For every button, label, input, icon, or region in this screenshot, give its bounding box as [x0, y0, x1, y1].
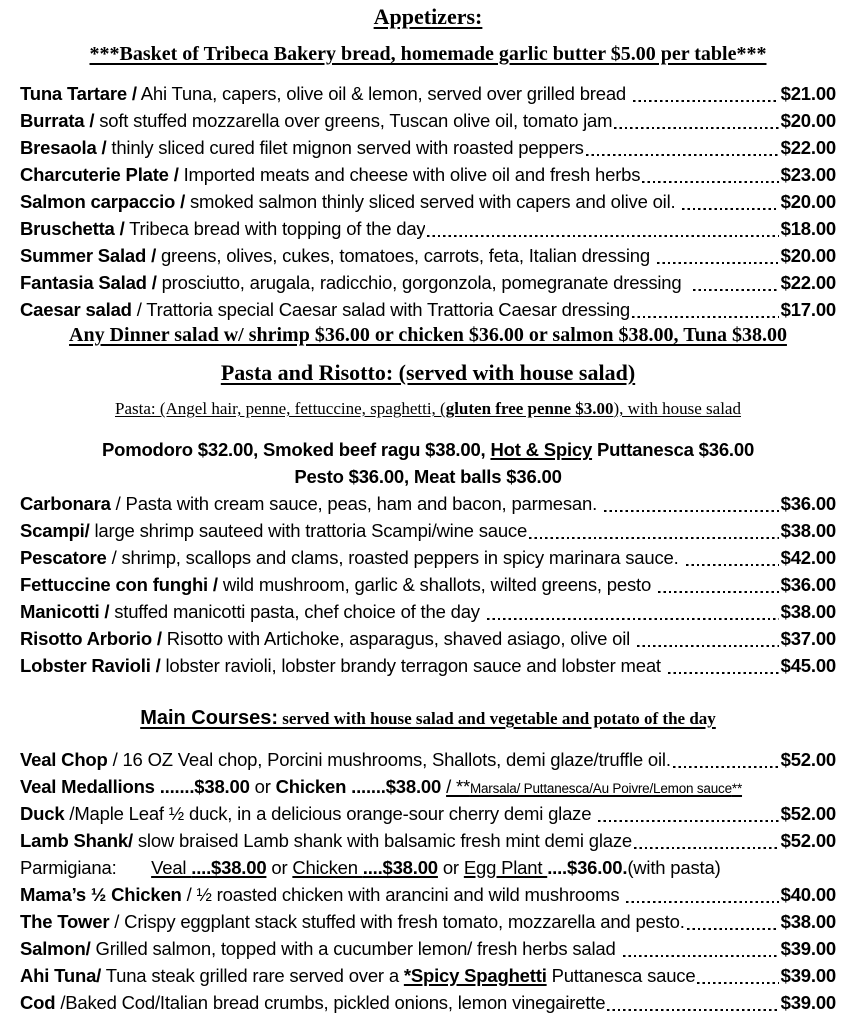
- item-veal-medallions: [20, 773, 836, 800]
- option-price: ....$36.00.: [547, 857, 628, 878]
- dish-description: or: [437, 857, 464, 878]
- dot-leader: [630, 296, 781, 323]
- item-duck: [20, 800, 836, 827]
- specials-text: Puttanesca $36.00: [592, 439, 755, 460]
- item-fettuccine-con-funghi: [20, 571, 836, 598]
- menu-blocks: [20, 4, 836, 1016]
- dot-leader: [685, 908, 781, 935]
- specials-text: Pesto $36.00, Meat balls $36.00: [294, 466, 562, 487]
- line-text: [20, 490, 602, 517]
- dish-price: $22.00: [780, 272, 836, 293]
- dish-name: Mama’s ½ Chicken: [20, 884, 182, 905]
- appetizers-title: [20, 4, 836, 30]
- dish-name: Parmigiana:: [20, 857, 117, 878]
- dish-name: Duck: [20, 803, 65, 824]
- dish-price: $40.00: [780, 884, 836, 905]
- option-price: ....$38.00: [191, 857, 267, 878]
- dish-name: Veal Medallions .......$38.00: [20, 776, 250, 797]
- any-dinner-note: [20, 323, 836, 347]
- dish-description: / ½ roasted chicken with arancini and wild mushrooms: [181, 884, 625, 905]
- dish-price: $17.00: [780, 299, 836, 320]
- note-text: Pasta: (Angel hair, penne, fettuccine, spaghetti, (: [115, 399, 446, 418]
- line-text: [20, 652, 666, 679]
- note-text: ***Basket of Tribeca Bakery bread, homemade garlic butter $5.00 per table***: [89, 43, 767, 65]
- item-charcuterie-plate: [20, 161, 836, 188]
- dish-name: Tuna Tartare /: [20, 83, 137, 104]
- dot-leader: [624, 881, 780, 908]
- dish-price: $20.00: [780, 245, 836, 266]
- item-lobster-ravioli: [20, 652, 836, 679]
- dot-leader: [666, 652, 781, 679]
- dish-price: $52.00: [780, 749, 836, 770]
- dish-name: Chicken .......$38.00: [275, 776, 442, 797]
- item-summer-salad: [20, 242, 836, 269]
- dot-leader: [635, 625, 781, 652]
- item-fantasia-salad: [20, 269, 836, 296]
- dish-name: Scampi/: [20, 520, 90, 541]
- item-bresaola: [20, 134, 836, 161]
- dot-leader: [631, 80, 781, 107]
- dish-description: /Maple Leaf ½ duck, in a delicious orange-sour cherry demi glaze: [64, 803, 597, 824]
- dish-name: Summer Salad /: [20, 245, 157, 266]
- dot-leader: [695, 962, 780, 989]
- dot-leader: [656, 571, 781, 598]
- dish-description: or: [266, 857, 293, 878]
- item-ahi-tuna: [20, 962, 836, 989]
- dish-price: $38.00: [780, 520, 836, 541]
- dish-price: $52.00: [780, 830, 836, 851]
- section-heading-text: Pasta and Risotto: (served with house salad): [220, 360, 636, 385]
- item-lamb-shank: [20, 827, 836, 854]
- dish-description: smoked salmon thinly sliced served with capers and olive oil.: [185, 191, 681, 212]
- item-tuna-tartare: [20, 80, 836, 107]
- item-bruschetta: [20, 215, 836, 242]
- dish-description: stuffed manicotti pasta, chef choice of the day: [109, 601, 485, 622]
- dish-description: lobster ravioli, lobster brandy terragon sauce and lobster meat: [160, 655, 666, 676]
- dish-name: Cod: [20, 992, 56, 1013]
- dish-description: Tribeca bread with topping of the day: [124, 218, 426, 239]
- pasta-note: [20, 398, 836, 420]
- dish-description: large shrimp sauteed with trattoria Scampi/wine sauce: [89, 520, 528, 541]
- line-text: [20, 107, 612, 134]
- sauce-options: Marsala/ Puttanesca/Au Poivre/Lemon sauce: [469, 781, 732, 796]
- dot-leader: [671, 746, 781, 773]
- line-text: [115, 399, 741, 418]
- item-risotto-arborio: [20, 625, 836, 652]
- dish-name: Carbonara: [20, 493, 111, 514]
- dot-leader: [684, 544, 781, 571]
- item-pescatore: [20, 544, 836, 571]
- dish-description: or: [249, 776, 276, 797]
- dot-leader: [425, 215, 780, 242]
- dish-description: /Baked Cod/Italian bread crumbs, pickled onions, lemon vinegairette: [55, 992, 606, 1013]
- line-text: [20, 269, 691, 296]
- dish-description: / shrimp, scallops and clams, roasted peppers in spicy marinara sauce.: [106, 547, 684, 568]
- pasta-specials-line-1: [20, 436, 836, 463]
- line-text: [20, 827, 632, 854]
- line-text: [140, 707, 716, 729]
- menu-page: [20, 4, 836, 1016]
- dot-leader: [602, 490, 781, 517]
- dish-description: slow braised Lamb shank with balsamic fresh mint demi glaze: [132, 830, 632, 851]
- dish-price: $20.00: [780, 110, 836, 131]
- dish-price: $18.00: [780, 218, 836, 239]
- dish-description: Risotto with Artichoke, asparagus, shaved asiago, olive oil: [161, 628, 636, 649]
- note-text-bold: gluten free penne $3.00: [445, 399, 614, 418]
- dish-description: / 16 OZ Veal chop, Porcini mushrooms, Shallots, demi glaze/truffle oil.: [107, 749, 671, 770]
- dish-description: thinly sliced cured filet mignon served with roasted peppers: [106, 137, 584, 158]
- note-text: ), with house salad: [613, 399, 741, 418]
- dish-price: $45.00: [780, 655, 836, 676]
- dish-price: $52.00: [780, 803, 836, 824]
- line-text: [20, 517, 527, 544]
- dish-description: prosciutto, arugala, radicchio, gorgonzola, pomegranate dressing: [156, 272, 692, 293]
- dish-name: Salmon/: [20, 938, 91, 959]
- line-text: [20, 598, 485, 625]
- dot-leader: [640, 161, 780, 188]
- dish-description: Tuna steak grilled rare served over a: [101, 965, 404, 986]
- dish-name: Risotto Arborio /: [20, 628, 162, 649]
- item-cod: [20, 989, 836, 1016]
- option-name: Veal: [151, 857, 192, 878]
- note-text: Any Dinner salad w/ shrimp $36.00 or chicken $36.00 or salmon $38.00, Tuna $38.00: [69, 324, 787, 346]
- dish-description: Ahi Tuna, capers, olive oil & lemon, served over grilled bread: [136, 83, 631, 104]
- dish-price: $22.00: [780, 137, 836, 158]
- dot-leader: [655, 242, 781, 269]
- dish-description: / Crispy eggplant stack stuffed with fresh tomato, mozzarella and pesto.: [109, 911, 685, 932]
- line-text: [20, 80, 631, 107]
- item-burrata: [20, 107, 836, 134]
- line-text: [20, 296, 630, 323]
- dot-leader: [680, 188, 780, 215]
- main-courses-title: [20, 705, 836, 732]
- section-heading-text: Main Courses:: [140, 707, 278, 729]
- spacer: [117, 857, 152, 878]
- dot-leader: [632, 827, 781, 854]
- option-name: Egg Plant: [463, 857, 548, 878]
- dish-description: / Pasta with cream sauce, peas, ham and bacon, parmesan.: [110, 493, 602, 514]
- dish-price: $38.00: [780, 601, 836, 622]
- dish-description: / **: [446, 776, 470, 797]
- dot-leader: [596, 800, 780, 827]
- dish-price: $37.00: [780, 628, 836, 649]
- section-heading-subtext: served with house salad and vegetable and potato of the day: [278, 709, 716, 728]
- dot-leader: [621, 935, 781, 962]
- dot-leader: [584, 134, 781, 161]
- line-text: [90, 43, 767, 65]
- line-text: [20, 989, 605, 1016]
- item-caesar-salad: [20, 296, 836, 323]
- line-text: [20, 215, 425, 242]
- dish-description: (with pasta): [627, 857, 721, 878]
- section-heading-text: Appetizers:: [373, 4, 483, 29]
- dish-name: The Tower: [20, 911, 110, 932]
- dish-price: $23.00: [780, 164, 836, 185]
- dish-name: Bruschetta /: [20, 218, 125, 239]
- dish-price: $39.00: [780, 992, 836, 1013]
- line-text: [69, 324, 787, 346]
- dish-name: Manicotti /: [20, 601, 110, 622]
- dish-price: $20.00: [780, 191, 836, 212]
- item-carbonara: [20, 490, 836, 517]
- pasta-section-title: [20, 360, 836, 386]
- dot-leader: [612, 107, 780, 134]
- dish-description: soft stuffed mozzarella over greens, Tuscan olive oil, tomato jam: [94, 110, 613, 131]
- dish-name: Fettuccine con funghi /: [20, 574, 218, 595]
- option-price: ....$38.00: [362, 857, 438, 878]
- dish-name: Caesar salad: [20, 299, 132, 320]
- dish-description: wild mushroom, garlic & shallots, wilted greens, pesto: [217, 574, 657, 595]
- line-text: [20, 544, 684, 571]
- line-text: [374, 4, 483, 29]
- dish-name: Burrata /: [20, 110, 95, 131]
- line-text: [20, 242, 655, 269]
- dish-price: $39.00: [780, 938, 836, 959]
- dot-leader: [527, 517, 781, 544]
- dish-name: Bresaola /: [20, 137, 107, 158]
- line-text: [20, 746, 671, 773]
- item-the-tower: [20, 908, 836, 935]
- item-salmon-carpaccio: [20, 188, 836, 215]
- item-mamas-half-chicken: [20, 881, 836, 908]
- line-text: [20, 134, 584, 161]
- line-text: [20, 908, 685, 935]
- dish-name: Fantasia Salad /: [20, 272, 157, 293]
- dish-name: Lobster Ravioli /: [20, 655, 161, 676]
- dish-description: greens, olives, cukes, tomatoes, carrots, feta, Italian dressing: [156, 245, 655, 266]
- dish-price: $38.00: [780, 911, 836, 932]
- line-text: [20, 625, 635, 652]
- dot-leader: [485, 598, 781, 625]
- dish-name: Pescatore: [20, 547, 107, 568]
- dish-name: Ahi Tuna/: [20, 965, 102, 986]
- line-text: [294, 466, 561, 487]
- item-veal-chop: [20, 746, 836, 773]
- line-text: [20, 935, 621, 962]
- item-salmon: [20, 935, 836, 962]
- line-text: [20, 188, 680, 215]
- line-text: [20, 857, 721, 878]
- dish-description: Imported meats and cheese with olive oil and fresh herbs: [178, 164, 641, 185]
- dish-name: Veal Chop: [20, 749, 108, 770]
- line-text: [20, 161, 640, 188]
- item-scampi: [20, 517, 836, 544]
- specials-text: Pomodoro $32.00, Smoked beef ragu $38.00,: [101, 439, 491, 460]
- dish-description: Puttanesca sauce: [546, 965, 696, 986]
- dish-price: $42.00: [780, 547, 836, 568]
- item-manicotti: [20, 598, 836, 625]
- item-parmigiana: [20, 854, 836, 881]
- dish-description: **: [731, 781, 743, 796]
- dot-leader: [691, 269, 780, 296]
- line-text: [221, 360, 635, 385]
- bread-basket-note: [20, 42, 836, 66]
- dish-price: $36.00: [780, 574, 836, 595]
- line-text: [102, 439, 754, 460]
- dish-name: Charcuterie Plate /: [20, 164, 179, 185]
- dish-price: $36.00: [780, 493, 836, 514]
- line-text: [20, 776, 742, 797]
- dish-name: Salmon carpaccio /: [20, 191, 186, 212]
- dish-description: Grilled salmon, topped with a cucumber lemon/ fresh herbs salad: [90, 938, 621, 959]
- dish-description-highlight: *Spicy Spaghetti: [403, 965, 547, 986]
- specials-text-underlined: Hot & Spicy: [490, 439, 593, 460]
- dish-price: $21.00: [780, 83, 836, 104]
- dish-description: / Trattoria special Caesar salad with Trattoria Caesar dressing: [131, 299, 630, 320]
- dish-price: $39.00: [780, 965, 836, 986]
- dish-name: Lamb Shank/: [20, 830, 133, 851]
- line-text: [20, 881, 624, 908]
- line-text: [20, 571, 656, 598]
- dot-leader: [605, 989, 780, 1016]
- line-text: [20, 962, 695, 989]
- option-name: Chicken: [292, 857, 363, 878]
- line-text: [20, 800, 596, 827]
- pasta-specials-line-2: [20, 463, 836, 490]
